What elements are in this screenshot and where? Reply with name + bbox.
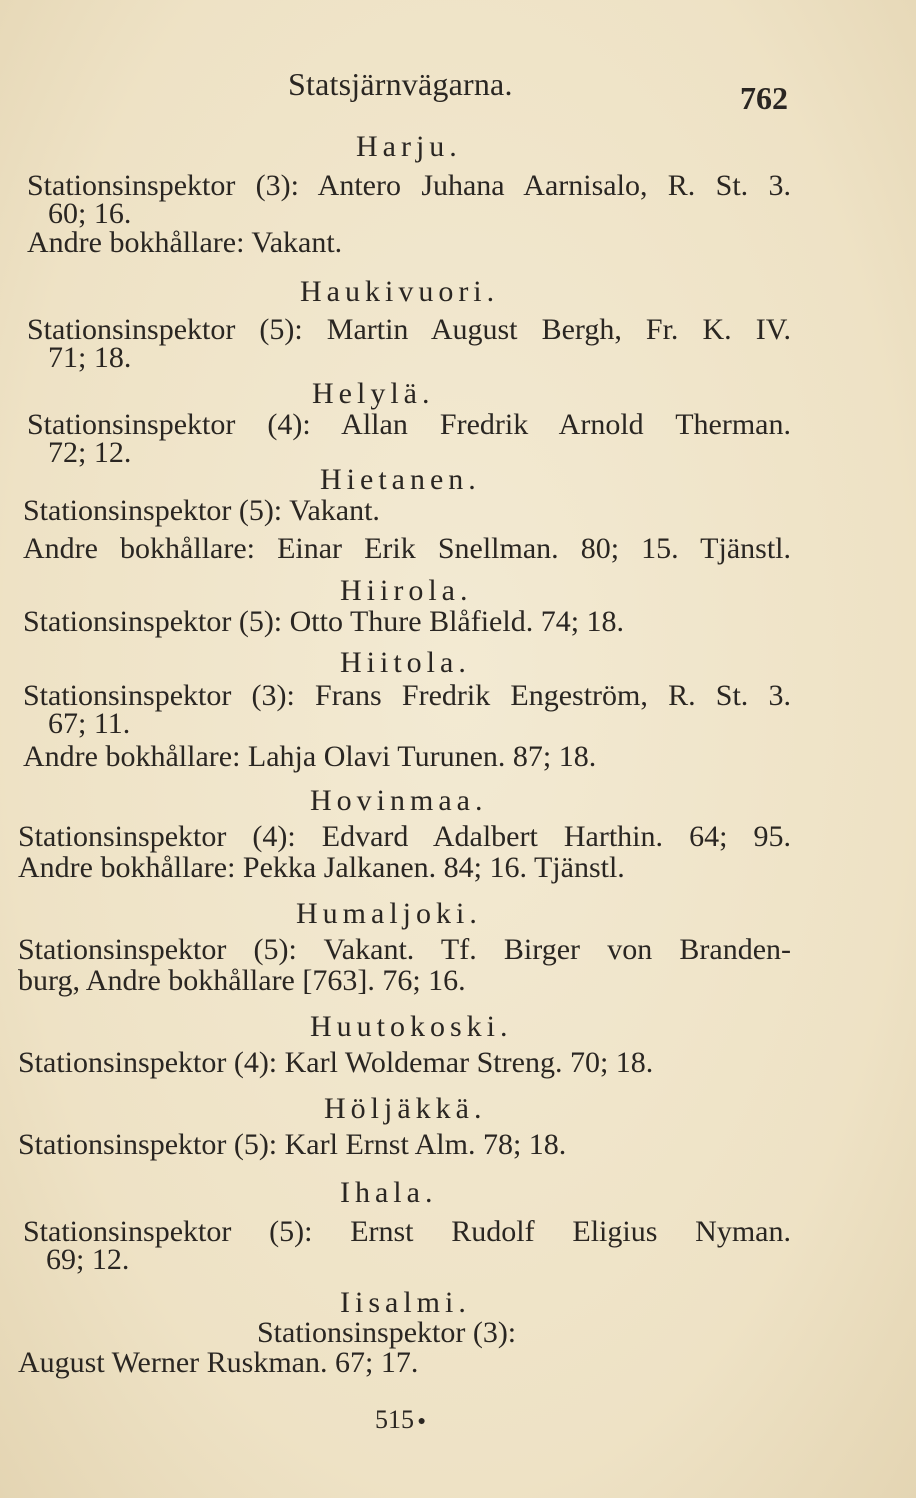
entry-line: 71; 18. xyxy=(48,341,132,374)
entry-line: Stationsinspektor (5): Ernst Rudolf Eligius Nyman. xyxy=(23,1215,791,1248)
entry-line: Stationsinspektor (5): Vakant. Tf. Birger von Branden- xyxy=(18,933,791,966)
entry-line: Stationsinspektor (5): Otto Thure Blåfield. 74; 18. xyxy=(23,605,625,638)
station-heading-helyla: Helylä. xyxy=(312,377,435,410)
station-heading-humaljoki: Humaljoki. xyxy=(296,897,482,930)
entry-line: Andre bokhållare: Einar Erik Snellman. 80; 15. Tjänstl. xyxy=(23,532,791,565)
entry-line: burg, Andre bokhållare [763]. 76; 16. xyxy=(18,964,466,997)
station-heading-iisalmi: Iisalmi. xyxy=(340,1286,471,1319)
entry-line: Stationsinspektor (3): xyxy=(257,1316,517,1349)
signature-number: 515 xyxy=(375,1405,414,1434)
running-title: Statsjärnvägarna. xyxy=(288,66,513,102)
station-heading-hiirola: Hiirola. xyxy=(340,574,473,607)
station-heading-haukivuori: Haukivuori. xyxy=(300,275,500,308)
entry-line: Stationsinspektor (5): Karl Ernst Alm. 78; 18. xyxy=(18,1128,567,1161)
entry-line: Andre bokhållare: Pekka Jalkanen. 84; 16. Tjänstl. xyxy=(18,851,625,884)
signature-mark xyxy=(375,1405,426,1435)
entry-line: August Werner Ruskman. 67; 17. xyxy=(18,1346,419,1379)
entry-line: Andre bokhållare: Vakant. xyxy=(27,226,343,259)
station-heading-hietanen: Hietanen. xyxy=(320,463,481,496)
station-heading-huutokoski: Huutokoski. xyxy=(310,1010,513,1043)
entry-line: 60; 16. xyxy=(48,197,132,230)
entry-line: 67; 11. xyxy=(48,707,131,740)
station-heading-harju: Harju. xyxy=(356,130,462,163)
entry-line: Stationsinspektor (5): Martin August Bergh, Fr. K. IV. xyxy=(27,313,791,346)
entry-line: Stationsinspektor (3): Antero Juhana Aarnisalo, R. St. 3. xyxy=(27,169,791,202)
entry-line: Stationsinspektor (4): Karl Woldemar Streng. 70; 18. xyxy=(18,1046,654,1079)
entry-line: 72; 12. xyxy=(48,436,132,469)
entry-line: Stationsinspektor (4): Edvard Adalbert Harthin. 64; 95. xyxy=(18,820,791,853)
entry-line: Andre bokhållare: Lahja Olavi Turunen. 87; 18. xyxy=(23,740,597,773)
entry-line: Stationsinspektor (4): Allan Fredrik Arnold Therman. xyxy=(27,408,791,441)
station-heading-holjakka: Höljäkkä. xyxy=(324,1092,487,1125)
station-heading-hiitola: Hiitola. xyxy=(340,646,471,679)
bullet-icon: ● xyxy=(414,1414,426,1430)
entry-line: 69; 12. xyxy=(46,1243,130,1276)
station-heading-ihala: Ihala. xyxy=(340,1176,438,1209)
entry-line: Stationsinspektor (5): Vakant. xyxy=(23,494,380,527)
entry-line: Stationsinspektor (3): Frans Fredrik Engeström, R. St. 3. xyxy=(23,679,791,712)
page-number: 762 xyxy=(740,80,788,116)
station-heading-hovinmaa: Hovinmaa. xyxy=(310,784,488,817)
